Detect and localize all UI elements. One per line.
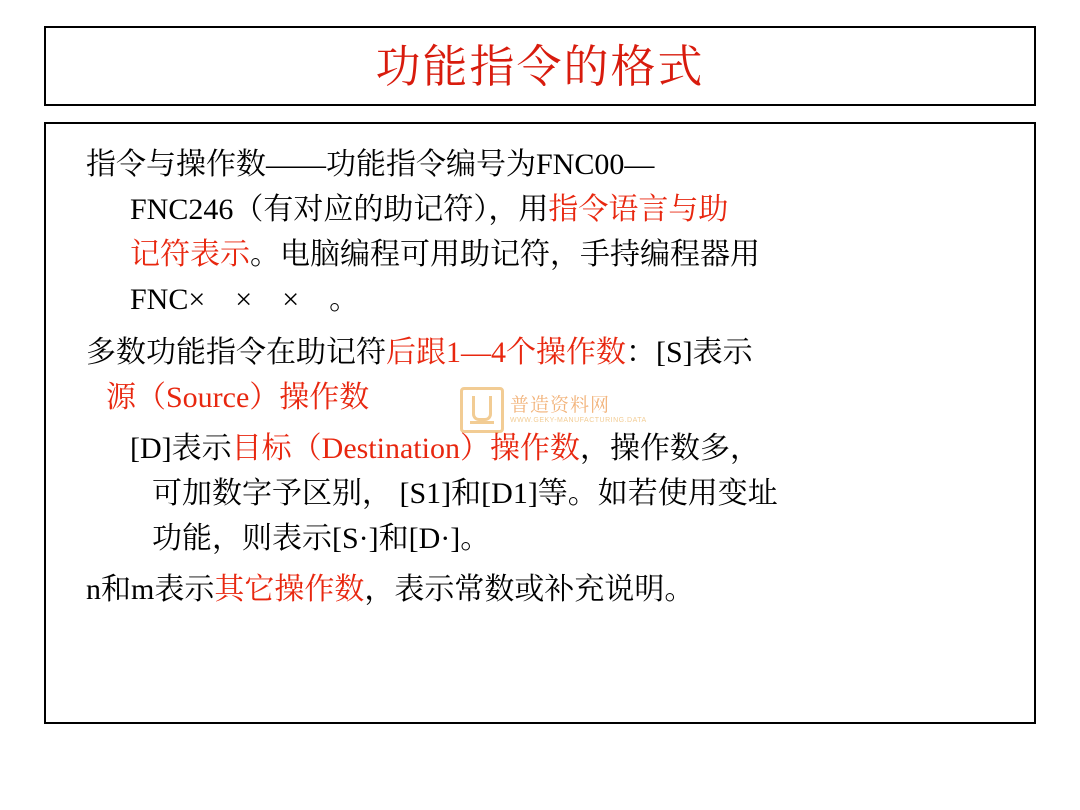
p1-seg3: 指令语言与助: [548, 193, 729, 226]
watermark-site-url: WWW.GEKY-MANUFACTURING.DATA: [510, 417, 647, 424]
p3-seg2: 目标（Destination）操作数: [231, 432, 580, 465]
p2-seg1: 多数功能指令在助记符: [86, 336, 386, 369]
p3-seg4: 可加数字予区别， [S1]和[D1]等。如若使用变址: [152, 477, 778, 510]
paragraph-2: [68, 330, 1012, 420]
paragraph-4: [68, 567, 1012, 612]
p2-seg3: ：[S]表示: [626, 336, 753, 369]
p3-seg5: 功能，则表示[S·]和[D·]。: [152, 522, 491, 555]
watermark-site-name: 普造资料网: [510, 394, 611, 416]
p3-continuation: [130, 471, 1012, 561]
title-box: [44, 26, 1036, 106]
p3-seg1: [D]表示: [130, 432, 232, 465]
p4-seg3: ，表示常数或补充说明。: [364, 573, 695, 606]
p4-seg2: 其它操作数: [214, 573, 365, 606]
paragraph-1: [68, 142, 1012, 322]
p1-seg6: FNC× × × 。: [130, 283, 360, 316]
p1-seg5: 。电脑编程可用助记符，手持编程器用: [250, 238, 760, 271]
p4-seg1: n和m表示: [86, 573, 215, 606]
p1-seg4: 记符表示: [130, 238, 250, 271]
p3-seg3: ，操作数多，: [579, 432, 760, 465]
p1-seg2: FNC246（有对应的助记符），用: [130, 193, 549, 226]
p1-continuation: [86, 187, 1012, 322]
p2-seg4: 源（Source）操作数: [106, 381, 370, 414]
p2-seg2: 后跟1—4个操作数: [386, 336, 626, 369]
body-box: [44, 122, 1036, 724]
page-title: 功能指令的格式: [375, 39, 705, 93]
p1-seg1: 指令与操作数——功能指令编号为FNC00—: [86, 148, 655, 181]
paragraph-3: [68, 426, 1012, 561]
